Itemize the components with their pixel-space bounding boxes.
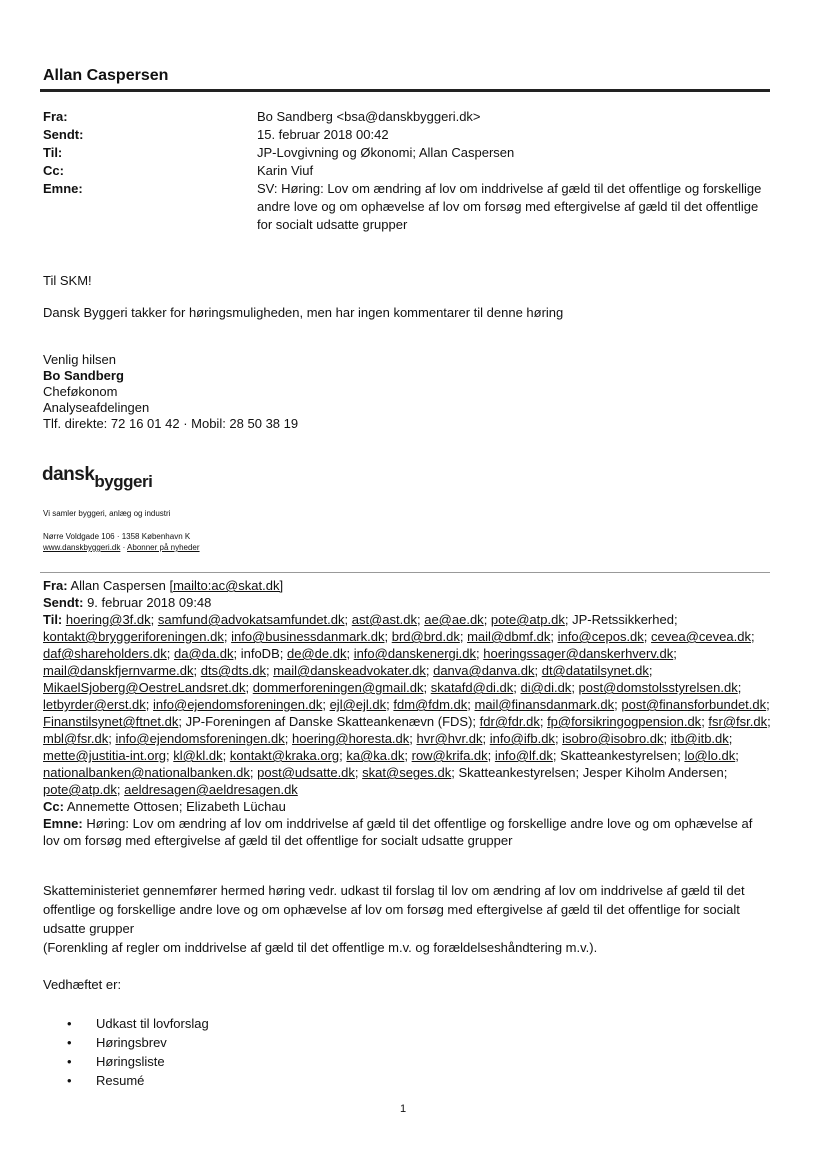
recipient-email-link[interactable]: row@krifa.dk — [411, 748, 488, 763]
reply-message: Dansk Byggeri takker for høringsmuligheden, men har ingen kommentarer til denne høring — [43, 305, 564, 320]
list-item: • Resumé — [67, 1073, 145, 1088]
recipient-email-link[interactable]: pote@atp.dk — [43, 782, 117, 797]
recipient-email-link[interactable]: mail@danskfjernvarme.dk — [43, 663, 194, 678]
recipient-email-link[interactable]: ast@ast.dk — [351, 612, 417, 627]
recipient-email-link[interactable]: samfund@advokatsamfundet.dk — [157, 612, 345, 627]
reply-greeting: Til SKM! — [43, 273, 92, 288]
fwd-from: Fra: Allan Caspersen [mailto:ac@skat.dk] — [43, 578, 284, 593]
recipient-email-link[interactable]: info@businessdanmark.dk — [231, 629, 385, 644]
sender-phone: Tlf. direkte: 72 16 01 42 · Mobil: 28 50 38 19 — [43, 416, 299, 431]
recipient-list: hoering@3f.dk; samfund@advokatsamfundet.dk; ast@ast.dk; ae@ae.dk; pote@atp.dk; JP-Retssikkerhed; kontakt@bryggeriforeningen.dk; info@businessdanmark.dk; brd@brd.dk; mail@dbmf.dk; info@cepos.dk; cevea@cevea.dk; daf@shareholders.dk; da@da.dk; infoDB; de@de.dk; info@danskenergi.dk; hoeringssager@danskerhverv.dk; mail@danskfjernvarme.dk; dts@dts.dk; mail@danskeadvokater.dk; danva@danva.dk; dt@datatilsynet.dk; MikaelSjoberg@OestreLandsret.dk; dommerforeningen@gmail.dk; skatafd@di.dk; di@di.dk; post@domstolsstyrelsen.dk; letbyrder@erst.dk; info@ejendomsforeningen.dk; ejl@ejl.dk; fdm@fdm.dk; mail@finansdanmark.dk; post@finansforbundet.dk; Finanstilsynet@ftnet.dk; JP-Foreningen af Danske Skatteankenævn (FDS); fdr@fdr.dk; fp@forsikringogpension.dk; fsr@fsr.dk; mbl@fsr.dk; info@ejendomsforeningen.dk; hoering@horesta.dk; hvr@hvr.dk; info@ifb.dk; isobro@isobro.dk; itb@itb.dk; mette@justitia-int.org; kl@kl.dk; kontakt@kraka.org; ka@ka.dk; row@krifa.dk; info@lf.dk; Skatteankestyrelsen; lo@lo.dk; nationalbanken@nationalbanken.dk; post@udsatte.dk; skat@seges.dk; Skatteankestyrelsen; Jesper Kiholm Andersen; pote@atp.dk; aeldresagen@aeldresagen.dk — [43, 612, 771, 797]
forward-separator — [40, 572, 770, 573]
recipient-email-link[interactable]: de@de.dk — [286, 646, 347, 661]
recipient-email-link[interactable]: dommerforeningen@gmail.dk — [252, 680, 424, 695]
recipient-email-link[interactable]: skatafd@di.dk — [430, 680, 514, 695]
recipient-email-link[interactable]: hoering@3f.dk — [65, 612, 151, 627]
list-item: • Udkast til lovforslag — [67, 1016, 209, 1031]
attachment-list — [67, 1014, 209, 1090]
recipient-email-link[interactable]: fdr@fdr.dk — [479, 714, 540, 729]
fwd-cc: Cc: Annemette Ottosen; Elizabeth Lüchau — [43, 799, 286, 814]
recipient-email-link[interactable]: hoeringssager@danskerhverv.dk — [483, 646, 674, 661]
page-number: 1 — [400, 1103, 407, 1115]
recipient-email-link[interactable]: info@ejendomsforeningen.dk — [115, 731, 285, 746]
recipient-email-link[interactable]: Finanstilsynet@ftnet.dk — [43, 714, 179, 729]
recipient-email-link[interactable]: kl@kl.dk — [173, 748, 223, 763]
recipient-email-link[interactable]: pote@atp.dk — [490, 612, 565, 627]
bullet-icon: • — [67, 1035, 72, 1050]
recipient-email-link[interactable]: mbl@fsr.dk — [43, 731, 109, 746]
document-owner-name: Allan Caspersen — [43, 67, 169, 84]
recipient-email-link[interactable]: itb@itb.dk — [670, 731, 729, 746]
recipient-email-link[interactable]: hvr@hvr.dk — [416, 731, 483, 746]
recipient-email-link[interactable]: nationalbanken@nationalbanken.dk — [43, 765, 250, 780]
recipient-email-link[interactable]: info@cepos.dk — [557, 629, 644, 644]
recipient-email-link[interactable]: isobro@isobro.dk — [562, 731, 664, 746]
recipient-email-link[interactable]: di@di.dk — [520, 680, 572, 695]
recipient-email-link[interactable]: mail@finansdanmark.dk — [474, 697, 615, 712]
bullet-icon: • — [67, 1054, 72, 1069]
meta-subject: Emne: SV: Høring: Lov om ændring af lov om inddrivelse af gæld til det offentlige og forskellige andre love og om ophævelse af lov om forsøg med eftergivelse af gæld til det offentlige for socialt udsatte grupper — [43, 181, 762, 232]
newsletter-link[interactable]: Abonner på nyheder — [127, 543, 200, 552]
attachments-label: Vedhæftet er: — [43, 977, 122, 992]
recipient-email-link[interactable]: letbyrder@erst.dk — [43, 697, 146, 712]
fwd-to: Til: hoering@3f.dk; samfund@advokatsamfundet.dk; ast@ast.dk; ae@ae.dk; pote@atp.dk; JP-Retssikkerhed; kontakt@bryggeriforeningen.dk; info@businessdanmark.dk; brd@brd.dk; mail@dbmf.dk; info@cepos.dk; cevea@cevea.dk; daf@shareholders.dk; da@da.dk; infoDB; de@de.dk; info@danskenergi.dk; hoeringssager@danskerhverv.dk; mail@danskfjernvarme.dk; dts@dts.dk; mail@danskeadvokater.dk; danva@danva.dk; dt@datatilsynet.dk; MikaelSjoberg@OestreLandsret.dk; dommerforeningen@gmail.dk; skatafd@di.dk; di@di.dk; post@domstolsstyrelsen.dk; letbyrder@erst.dk; info@ejendomsforeningen.dk; ejl@ejl.dk; fdm@fdm.dk; mail@finansdanmark.dk; post@finansforbundet.dk; Finanstilsynet@ftnet.dk; JP-Foreningen af Danske Skatteankenævn (FDS); fdr@fdr.dk; fp@forsikringogpension.dk; fsr@fsr.dk; mbl@fsr.dk; info@ejendomsforeningen.dk; hoering@horesta.dk; hvr@hvr.dk; info@ifb.dk; isobro@isobro.dk; itb@itb.dk; mette@justitia-int.org; kl@kl.dk; kontakt@kraka.org; ka@ka.dk; row@krifa.dk; info@lf.dk; Skatteankestyrelsen; lo@lo.dk; nationalbanken@nationalbanken.dk; post@udsatte.dk; skat@seges.dk; Skatteankestyrelsen; Jesper Kiholm Andersen; pote@atp.dk; aeldresagen@aeldresagen.dk — [43, 612, 771, 797]
bullet-icon: • — [67, 1016, 72, 1031]
fwd-sent: Sendt: 9. februar 2018 09:48 — [43, 595, 212, 610]
recipient-email-link[interactable]: danva@danva.dk — [433, 663, 535, 678]
recipient-name: JP-Foreningen af Danske Skatteankenævn (FDS) — [185, 714, 473, 729]
recipient-email-link[interactable]: info@ifb.dk — [489, 731, 555, 746]
reply-signature — [43, 352, 298, 432]
recipient-email-link[interactable]: da@da.dk — [174, 646, 234, 661]
recipient-name: Jesper Kiholm Andersen — [582, 765, 724, 780]
recipient-email-link[interactable]: MikaelSjoberg@OestreLandsret.dk — [43, 680, 246, 695]
recipient-email-link[interactable]: mail@dbmf.dk — [467, 629, 551, 644]
recipient-email-link[interactable]: daf@shareholders.dk — [43, 646, 167, 661]
recipient-email-link[interactable]: kontakt@bryggeriforeningen.dk — [43, 629, 224, 644]
recipient-name: infoDB — [240, 646, 280, 661]
recipient-name: Skatteankestyrelsen — [458, 765, 576, 780]
recipient-email-link[interactable]: ka@ka.dk — [346, 748, 405, 763]
recipient-email-link[interactable]: ae@ae.dk — [424, 612, 484, 627]
recipient-email-link[interactable]: brd@brd.dk — [391, 629, 460, 644]
body-paragraph: Skatteministeriet gennemfører hermed høring vedr. udkast til forslag til lov om ændring af lov om inddrivelse af gæld til det offentlige og forskellige andre love og om ophævelse af lov om forsøg med eftergivelse af gæld til det offentlige for socialt udsatte grupper — [43, 883, 745, 936]
recipient-email-link[interactable]: mette@justitia-int.org — [43, 748, 167, 763]
recipient-email-link[interactable]: info@lf.dk — [494, 748, 553, 763]
recipient-email-link[interactable]: mail@danskeadvokater.dk — [273, 663, 426, 678]
body-paragraph-note: (Forenkling af regler om inddrivelse af gæld til det offentlige m.v. og forældelseshåndtering m.v.). — [43, 940, 598, 955]
sender-name: Bo Sandberg — [43, 368, 124, 383]
recipient-email-link[interactable]: dts@dts.dk — [200, 663, 266, 678]
recipient-email-link[interactable]: post@udsatte.dk — [257, 765, 355, 780]
meta-cc: Cc: Karin Viuf — [43, 163, 314, 178]
recipient-email-link[interactable]: ejl@ejl.dk — [329, 697, 387, 712]
sender-dept: Analyseafdelingen — [43, 400, 150, 415]
recipient-email-link[interactable]: kontakt@kraka.org — [229, 748, 340, 763]
dansk-byggeri-logo: danskbyggeri — [42, 464, 153, 491]
company-address-block: Nørre Voldgade 106 · 1358 København K www.danskbyggeri.dk · Abonner på nyheder — [43, 532, 200, 552]
recipient-email-link[interactable]: post@finansforbundet.dk — [621, 697, 767, 712]
meta-sent: Sendt: 15. februar 2018 00:42 — [43, 127, 389, 142]
closing: Venlig hilsen — [43, 352, 116, 367]
recipient-email-link[interactable]: aeldresagen@aeldresagen.dk — [124, 782, 298, 797]
meta-from: Fra: Bo Sandberg <bsa@danskbyggeri.dk> — [43, 109, 481, 124]
email-meta — [43, 108, 773, 234]
website-link[interactable]: www.danskbyggeri.dk — [43, 543, 121, 552]
list-item: • Høringsliste — [67, 1054, 165, 1069]
recipient-email-link[interactable]: hoering@horesta.dk — [292, 731, 410, 746]
fwd-subject: Emne: Høring: Lov om ændring af lov om inddrivelse af gæld til det offentlige og forskellige andre love og om ophævelse af lov om forsøg med eftergivelse af gæld til det offentlige for socialt udsatte grupper — [43, 816, 753, 848]
header-rule — [40, 89, 770, 92]
logo-tagline: Vi samler byggeri, anlæg og industri — [43, 509, 171, 518]
recipient-name: JP-Retssikkerhed — [572, 612, 674, 627]
recipient-email-link[interactable]: fdm@fdm.dk — [393, 697, 468, 712]
meta-to: Til: JP-Lovgivning og Økonomi; Allan Caspersen — [43, 145, 515, 160]
recipient-email-link[interactable]: fp@forsikringogpension.dk — [547, 714, 702, 729]
mailto-link[interactable]: [mailto:ac@skat.dk] — [169, 578, 284, 593]
recipient-email-link[interactable]: fsr@fsr.dk — [708, 714, 768, 729]
recipient-email-link[interactable]: info@danskenergi.dk — [353, 646, 477, 661]
recipient-name: Skatteankestyrelsen — [560, 748, 678, 763]
list-item: • Høringsbrev — [67, 1035, 167, 1050]
recipient-email-link[interactable]: skat@seges.dk — [362, 765, 452, 780]
recipient-email-link[interactable]: lo@lo.dk — [684, 748, 736, 763]
recipient-email-link[interactable]: info@ejendomsforeningen.dk — [153, 697, 323, 712]
forwarded-header — [43, 577, 771, 849]
recipient-email-link[interactable]: post@domstolsstyrelsen.dk — [578, 680, 738, 695]
company-address: Nørre Voldgade 106 · 1358 København K — [43, 532, 191, 541]
bullet-icon: • — [67, 1073, 72, 1088]
recipient-email-link[interactable]: cevea@cevea.dk — [651, 629, 751, 644]
sender-title: Cheføkonom — [43, 384, 118, 399]
recipient-email-link[interactable]: dt@datatilsynet.dk — [541, 663, 649, 678]
